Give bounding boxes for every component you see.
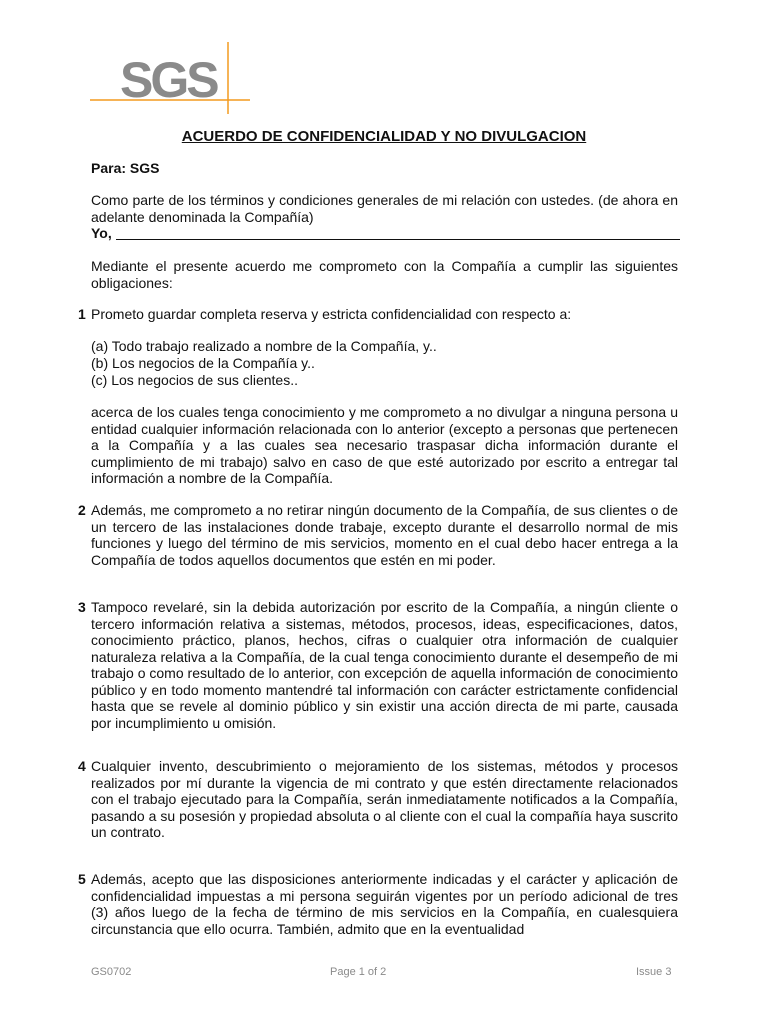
clause-number: 3: [78, 599, 86, 615]
clause1-followup: acerca de los cuales tenga conocimiento y me comprometo a no divulgar a ninguna persona u entidad cualquier información relacionada con lo anterior (excepto a personas que pertenecen a la Compañía y a las cuales sea necesario traspasar dicha información durante el cumplimiento de mi trabajo) salvo en caso de que esté autorizado por escrito a entregar tal información a nombre de la Compañía.: [91, 404, 678, 486]
yo-label: Yo,: [91, 225, 112, 241]
intro-paragraph: Como parte de los términos y condiciones generales de mi relación con ustedes. (de ahora en adelante denominada la Compañía): [91, 192, 678, 225]
signature-line: [91, 225, 680, 242]
footer-issue: Issue 3: [636, 966, 672, 978]
clause-text: Cualquier invento, descubrimiento o mejoramiento de los sistemas, métodos y procesos realizados por mí durante la vigencia de mi contrato y que estén directamente relacionados con el trabajo ejecutado para la Compañía, serán inmediatamente notificados a la Compañía, pasando a su posesión y propiedad absoluta o al cliente con el cual la compañía haya suscrito un contrato.: [91, 758, 678, 840]
clause-text: Prometo guardar completa reserva y estricta confidencialidad con respecto a:: [91, 306, 572, 322]
recipient: Para: SGS: [91, 160, 160, 176]
sub-item: (a) Todo trabajo realizado a nombre de la Compañía, y..: [91, 338, 437, 354]
clause-number: 2: [78, 502, 86, 518]
logo-text: SGS: [120, 52, 217, 108]
obligations-intro: Mediante el presente acuerdo me comprometo con la Compañía a cumplir las siguientes obligaciones:: [91, 258, 678, 291]
footer-page: Page 1 of 2: [330, 966, 387, 978]
clause-text: Además, acepto que las disposiciones anteriormente indicadas y el carácter y aplicación de confidencialidad impuestas a mi persona seguirán vigentes por un período adicional de tres (3) años luego de la fecha de término de mis servicios en la Compañía, en cualesquiera circunstancia que ello ocurra. También, admito que en la eventualidad: [91, 871, 678, 937]
clause-number: 4: [78, 758, 86, 774]
sgs-logo: [90, 42, 250, 114]
blank-line: [116, 239, 680, 240]
clause-text: Además, me comprometo a no retirar ningún documento de la Compañía, de sus clientes o de un tercero de las instalaciones donde trabaje, excepto durante el desarrollo normal de mis funciones y luego del término de mis servicios, momento en el cual debo hacer entrega a la Compañía de todos aquellos documentos que estén en mi poder.: [91, 502, 678, 568]
clause-number: 5: [78, 871, 86, 887]
sub-item: (b) Los negocios de la Compañía y..: [91, 355, 315, 371]
sgs-logo-graphic: [90, 42, 250, 114]
sub-item: (c) Los negocios de sus clientes..: [91, 372, 298, 388]
clause-number: 1: [78, 306, 86, 322]
clause-text: Tampoco revelaré, sin la debida autorización por escrito de la Compañía, a ningún cliente o tercero información relativa a sistemas, métodos, procesos, ideas, especificaciones, datos, conocimiento práctico, planos, hechos, cifras o cualquier otra información de cualquier naturaleza relativa a la Compañía, de la cual tenga conocimiento durante el desempeño de mi trabajo o como resultado de lo anterior, con excepción de aquella información de conocimiento público y en todo momento mantendré tal información con carácter estrictamente confidencial hasta que se revele al dominio público y sin existir una acción directa de mi parte, causada por incumplimiento u omisión.: [91, 599, 678, 731]
footer-code: GS0702: [91, 966, 132, 978]
document-title: ACUERDO DE CONFIDENCIALIDAD Y NO DIVULGACION: [181, 128, 587, 145]
